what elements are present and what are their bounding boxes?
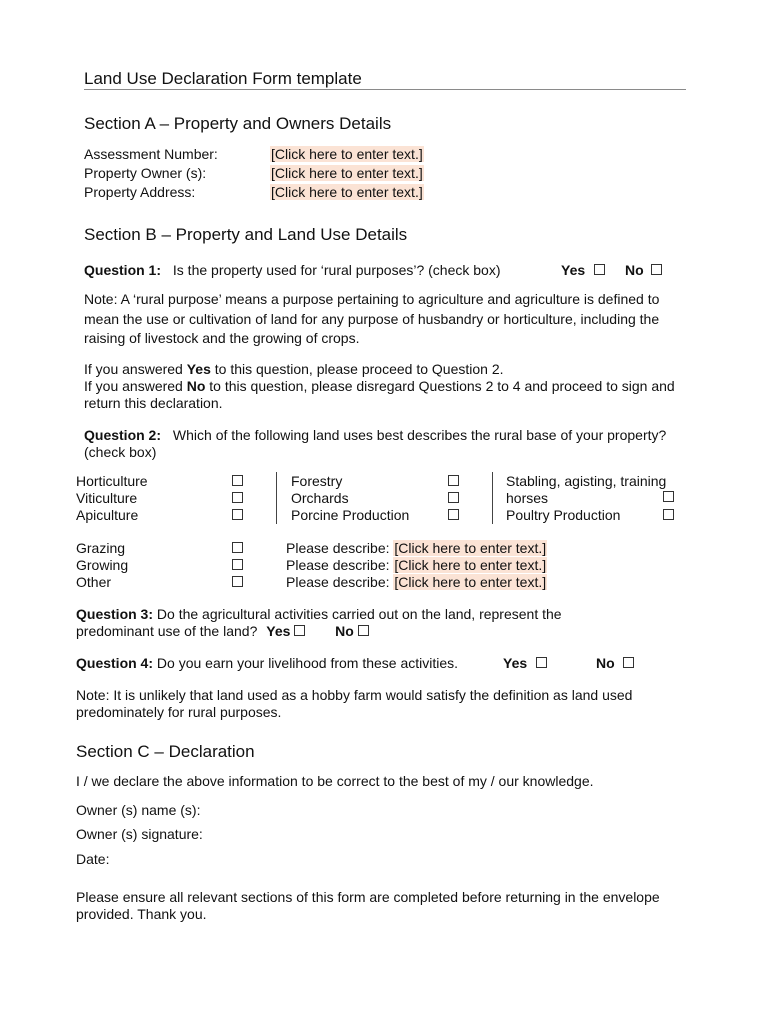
poultry-production-label: Poultry Production bbox=[506, 507, 621, 523]
question-3-text: Do the agricultural activities carried out on the land, represent the predominant use of the land? bbox=[76, 606, 562, 639]
orchards-label: Orchards bbox=[291, 490, 349, 506]
column-divider bbox=[492, 472, 493, 524]
grazing-label: Grazing bbox=[76, 540, 126, 556]
title-divider bbox=[84, 89, 686, 90]
porcine-production-label: Porcine Production bbox=[291, 507, 410, 523]
q4-no-label: No bbox=[596, 655, 615, 671]
answer-instructions bbox=[84, 361, 684, 412]
date-label: Date: bbox=[76, 851, 110, 867]
viticulture-label: Viticulture bbox=[76, 490, 138, 506]
document-title: Land Use Declaration Form template bbox=[84, 69, 362, 88]
q1-yes-label: Yes bbox=[561, 262, 586, 278]
question-1 bbox=[84, 262, 501, 279]
other-checkbox[interactable] bbox=[232, 576, 243, 587]
answer-yes-instruction: If you answered Yes to this question, please proceed to Question 2. bbox=[84, 361, 504, 377]
q1-no-checkbox[interactable] bbox=[651, 264, 662, 275]
question-2 bbox=[84, 427, 674, 461]
q1-no-label: No bbox=[625, 262, 644, 278]
grazing-describe: Please describe: [Click here to enter text.] bbox=[286, 540, 547, 556]
q1-yes-checkbox[interactable] bbox=[594, 264, 605, 275]
column-divider bbox=[276, 472, 277, 524]
owner-signature-label: Owner (s) signature: bbox=[76, 826, 203, 842]
declaration-statement: I / we declare the above information to be correct to the best of my / our knowledge. bbox=[76, 773, 594, 789]
q3-yes-checkbox[interactable] bbox=[294, 625, 305, 636]
q4-yes-label: Yes bbox=[503, 655, 528, 671]
other-label: Other bbox=[76, 574, 112, 590]
apiculture-checkbox[interactable] bbox=[232, 509, 243, 520]
question-3 bbox=[76, 606, 636, 640]
horticulture-checkbox[interactable] bbox=[232, 475, 243, 486]
forestry-checkbox[interactable] bbox=[448, 475, 459, 486]
orchards-checkbox[interactable] bbox=[448, 492, 459, 503]
assessment-number-field[interactable]: [Click here to enter text.] bbox=[271, 146, 423, 162]
forestry-label: Forestry bbox=[291, 473, 343, 489]
closing-instruction: Please ensure all relevant sections of this form are completed before returning in the envelope provided. Thank you. bbox=[76, 889, 660, 922]
q4-yes-checkbox[interactable] bbox=[536, 657, 547, 668]
q3-no-checkbox[interactable] bbox=[358, 625, 369, 636]
answer-no-instruction: If you answered No to this question, please disregard Questions 2 to 4 and proceed to sign and return this declaration. bbox=[84, 378, 675, 411]
other-describe: Please describe: [Click here to enter text.] bbox=[286, 574, 547, 590]
q4-no-checkbox[interactable] bbox=[623, 657, 634, 668]
question-4-text: Do you earn your livelihood from these activities. bbox=[156, 655, 459, 671]
growing-checkbox[interactable] bbox=[232, 559, 243, 570]
apiculture-label: Apiculture bbox=[76, 507, 139, 523]
stabling-label: Stabling, agisting, training horses bbox=[506, 473, 667, 506]
question-1-label: Question 1: bbox=[84, 262, 162, 278]
question-4-label: Question 4: bbox=[76, 655, 154, 671]
growing-describe: Please describe: [Click here to enter text.] bbox=[286, 557, 547, 573]
porcine-production-checkbox[interactable] bbox=[448, 509, 459, 520]
property-owner-field[interactable]: [Click here to enter text.] bbox=[271, 165, 423, 181]
stabling-checkbox[interactable] bbox=[663, 491, 674, 502]
property-address-label: Property Address: bbox=[84, 184, 196, 200]
question-2-text: Which of the following land uses best describes the rural base of your property? (check box) bbox=[84, 427, 667, 460]
grazing-checkbox[interactable] bbox=[232, 542, 243, 553]
question-3-label: Question 3: bbox=[76, 606, 154, 622]
section-c-heading: Section C – Declaration bbox=[76, 742, 255, 761]
section-b-heading: Section B – Property and Land Use Details bbox=[84, 225, 408, 244]
q3-yes-label: Yes bbox=[266, 623, 291, 639]
grazing-describe-field[interactable]: [Click here to enter text.] bbox=[394, 540, 547, 556]
growing-describe-field[interactable]: [Click here to enter text.] bbox=[394, 557, 547, 573]
q3-no-label: No bbox=[335, 623, 354, 639]
other-describe-field[interactable]: [Click here to enter text.] bbox=[394, 574, 547, 590]
rural-purpose-note: Note: A ‘rural purpose’ means a purpose pertaining to agriculture and agriculture is defined to mean the use or cultivation of land for any purpose of husbandry or horticulture, including the raising of livestock and the growing of crops. bbox=[84, 291, 660, 346]
question-4 bbox=[76, 655, 458, 672]
property-address-field[interactable]: [Click here to enter text.] bbox=[271, 184, 423, 200]
owner-name-label: Owner (s) name (s): bbox=[76, 802, 201, 818]
assessment-number-label: Assessment Number: bbox=[84, 146, 218, 162]
poultry-production-checkbox[interactable] bbox=[663, 509, 674, 520]
section-a-heading: Section A – Property and Owners Details bbox=[84, 114, 392, 133]
question-1-text: Is the property used for ‘rural purposes’? (check box) bbox=[172, 262, 501, 278]
hobby-farm-note: Note: It is unlikely that land used as a hobby farm would satisfy the definition as land used predominately for rural purposes. bbox=[76, 687, 633, 720]
growing-label: Growing bbox=[76, 557, 129, 573]
viticulture-checkbox[interactable] bbox=[232, 492, 243, 503]
property-owner-label: Property Owner (s): bbox=[84, 165, 207, 181]
question-2-label: Question 2: bbox=[84, 427, 162, 443]
horticulture-label: Horticulture bbox=[76, 473, 148, 489]
